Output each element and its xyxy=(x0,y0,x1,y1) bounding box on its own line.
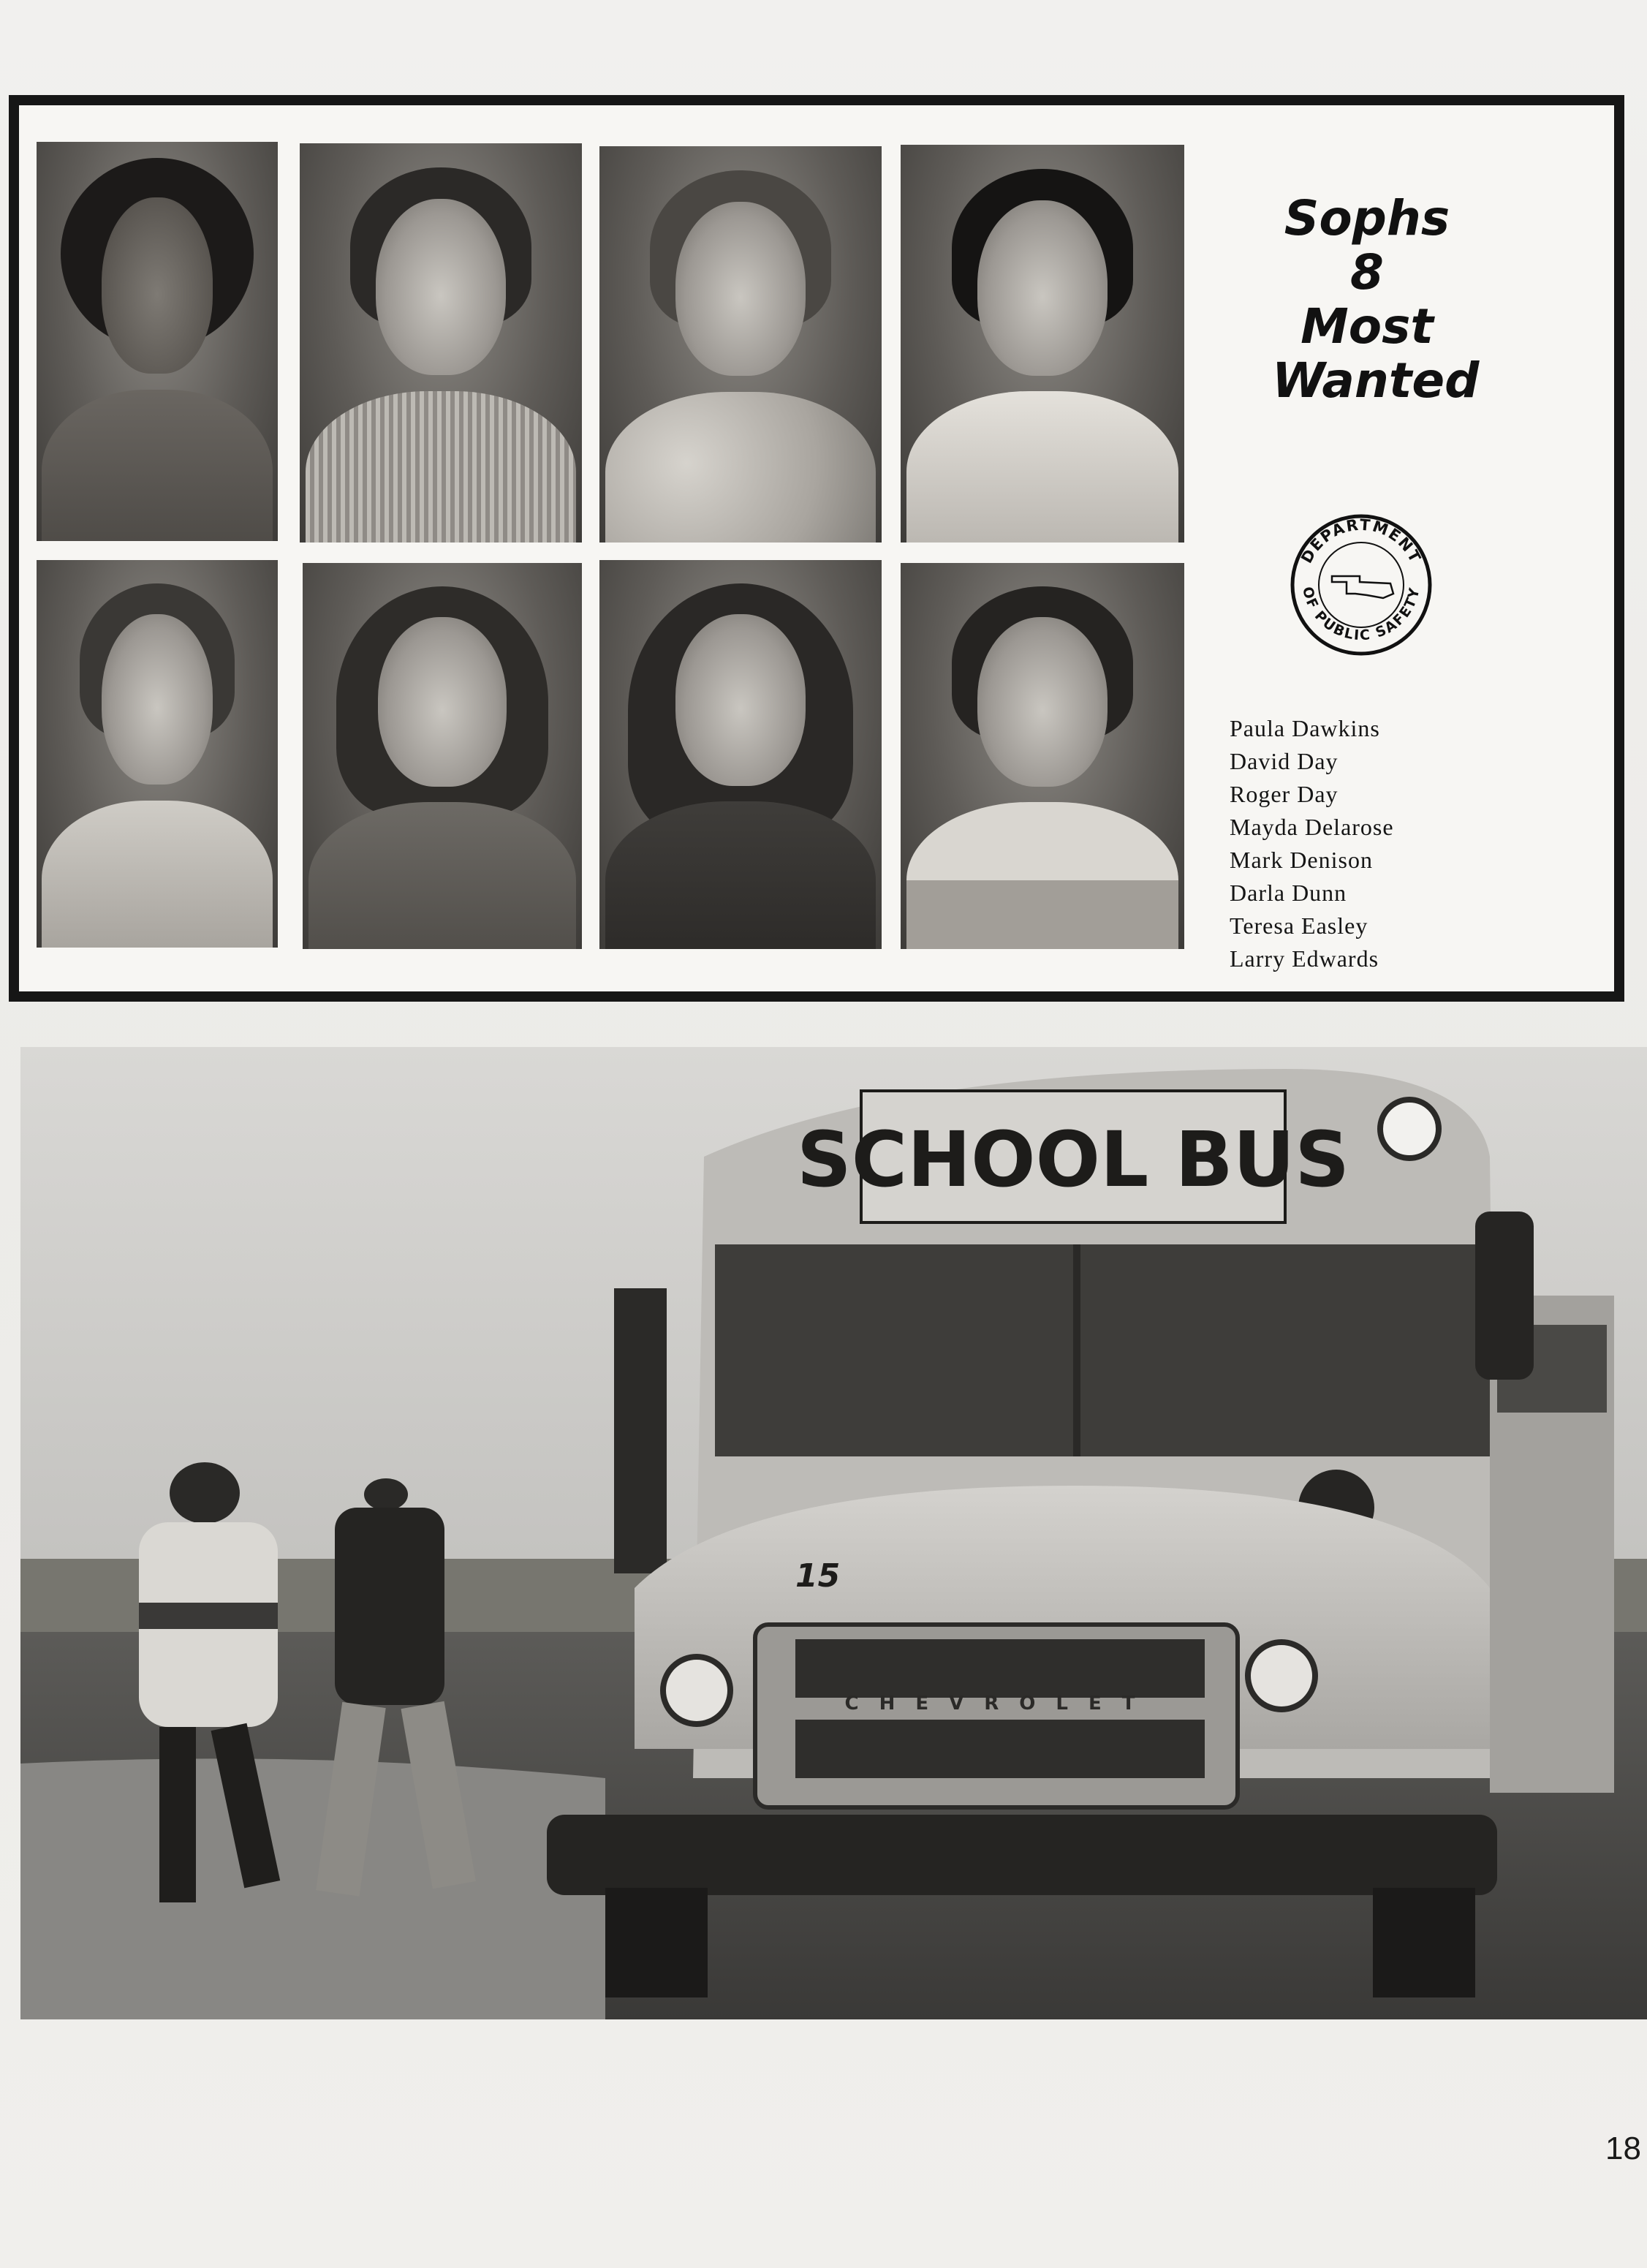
title-line-number: 8 xyxy=(1350,244,1384,300)
student-name: Paula Dawkins xyxy=(1230,715,1380,741)
school-bus-photo xyxy=(20,1047,1647,2019)
feature-title xyxy=(1272,190,1480,409)
title-line-most: Most xyxy=(1300,298,1434,355)
student-name: Teresa Easley xyxy=(1230,912,1368,939)
portrait-darla-dunn xyxy=(303,563,582,949)
page-number: 18 xyxy=(1605,2131,1641,2166)
svg-text:DEPARTMENT: DEPARTMENT xyxy=(1298,515,1425,567)
school-bus-sign: SCHOOL BUS xyxy=(796,1115,1350,1204)
student-name: Larry Edwards xyxy=(1230,945,1379,972)
portrait-roger-day xyxy=(599,146,882,543)
public-safety-seal-icon xyxy=(1273,512,1449,658)
title-line-sophs: Sophs xyxy=(1284,190,1450,246)
bus-number: 15 xyxy=(795,1557,841,1595)
grille-badge: CHEVROLET xyxy=(844,1693,1156,1715)
portrait-teresa-easley xyxy=(599,560,882,949)
student-name: Roger Day xyxy=(1230,781,1339,807)
portrait-mark-denison xyxy=(37,560,278,948)
svg-text:OF PUBLIC SAFETY: OF PUBLIC SAFETY xyxy=(1299,585,1423,644)
portrait-paula-dawkins xyxy=(37,142,278,541)
portrait-larry-edwards xyxy=(901,563,1184,949)
student-names-list xyxy=(1230,712,1471,975)
bus-body xyxy=(547,1069,1614,1997)
student-name: Mark Denison xyxy=(1230,847,1373,873)
student-name: David Day xyxy=(1230,748,1339,774)
portrait-mayda-delarose xyxy=(901,145,1184,543)
title-line-wanted: Wanted xyxy=(1272,352,1480,409)
student-name: Mayda Delarose xyxy=(1230,814,1394,840)
portrait-david-day xyxy=(300,143,582,543)
student-name: Darla Dunn xyxy=(1230,880,1347,906)
school-bus-scene xyxy=(20,1047,1647,2019)
